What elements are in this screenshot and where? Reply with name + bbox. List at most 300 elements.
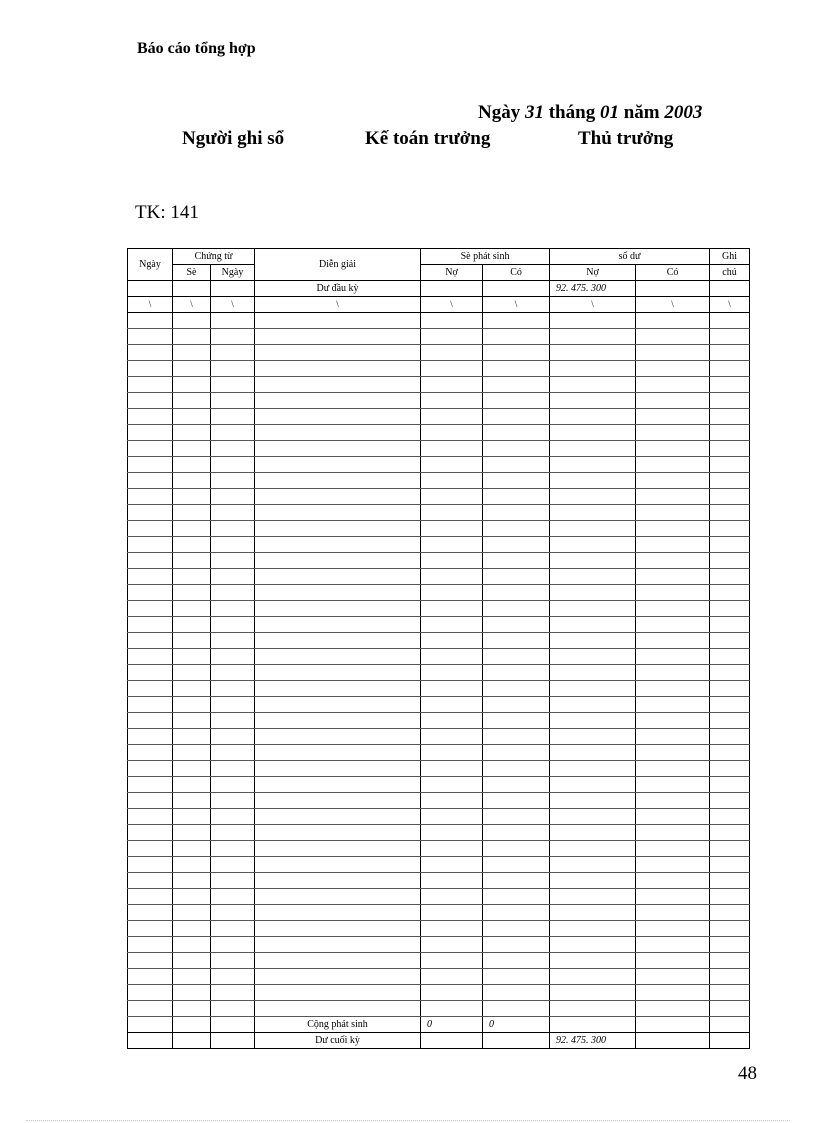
table-row (128, 633, 750, 649)
table-cell (421, 985, 483, 1001)
table-cell (483, 393, 550, 409)
table-cell (128, 489, 173, 505)
table-cell (211, 697, 255, 713)
table-cell (255, 713, 421, 729)
table-cell (550, 1001, 636, 1017)
table-cell (636, 825, 710, 841)
table-cell (421, 473, 483, 489)
table-cell (173, 361, 211, 377)
table-cell (173, 537, 211, 553)
table-cell (128, 473, 173, 489)
col-header-no: Nợ (421, 265, 483, 281)
table-cell (173, 809, 211, 825)
table-cell (710, 457, 750, 473)
table-cell (636, 521, 710, 537)
table-cell (483, 489, 550, 505)
table-cell (550, 361, 636, 377)
table-row (128, 921, 750, 937)
table-cell (211, 681, 255, 697)
table-cell (421, 777, 483, 793)
table-cell (483, 857, 550, 873)
col-header-ghi: Ghi (710, 249, 750, 265)
table-cell (211, 937, 255, 953)
table-cell (483, 473, 550, 489)
table-row (128, 617, 750, 633)
table-cell (255, 777, 421, 793)
table-cell (421, 873, 483, 889)
table-cell (211, 889, 255, 905)
table-row (128, 809, 750, 825)
table-row (128, 713, 750, 729)
table-cell (550, 617, 636, 633)
table-cell (173, 745, 211, 761)
table-row (128, 745, 750, 761)
table-cell (128, 905, 173, 921)
table-cell (211, 1001, 255, 1017)
table-cell (255, 489, 421, 505)
table-cell (710, 1001, 750, 1017)
table-cell (128, 681, 173, 697)
marker: \ (636, 297, 710, 313)
table-row (128, 793, 750, 809)
page-number: 48 (738, 1063, 757, 1084)
table-cell (255, 601, 421, 617)
table-row (128, 1001, 750, 1017)
table-cell (636, 425, 710, 441)
table-row (128, 857, 750, 873)
table-cell (636, 793, 710, 809)
table-cell (421, 713, 483, 729)
table-cell (211, 761, 255, 777)
table-cell (550, 745, 636, 761)
table-cell (421, 937, 483, 953)
table-cell (173, 441, 211, 457)
table-cell (255, 761, 421, 777)
table-cell (128, 889, 173, 905)
table-cell (483, 537, 550, 553)
table-cell (636, 745, 710, 761)
total-co: 0 (483, 1017, 550, 1033)
table-cell (173, 729, 211, 745)
table-cell (483, 681, 550, 697)
table-cell (636, 441, 710, 457)
table-cell (483, 425, 550, 441)
table-cell (483, 649, 550, 665)
table-cell (710, 585, 750, 601)
table-cell (483, 825, 550, 841)
table-cell (636, 809, 710, 825)
table-row (128, 537, 750, 553)
table-cell (211, 809, 255, 825)
table-cell (421, 825, 483, 841)
date-line (478, 102, 702, 124)
table-cell (173, 777, 211, 793)
table-cell (710, 777, 750, 793)
table-cell (483, 521, 550, 537)
table-cell (636, 761, 710, 777)
table-cell (636, 473, 710, 489)
table-cell (421, 361, 483, 377)
table-cell (421, 553, 483, 569)
table-cell (636, 697, 710, 713)
table-cell (710, 441, 750, 457)
table-cell (173, 585, 211, 601)
table-cell (550, 825, 636, 841)
table-cell (128, 825, 173, 841)
table-cell (173, 457, 211, 473)
table-row (128, 953, 750, 969)
table-cell (710, 521, 750, 537)
table-cell (483, 345, 550, 361)
table-cell (421, 505, 483, 521)
signature-recorder: Người ghi sổ (182, 128, 285, 149)
table-cell (636, 393, 710, 409)
table-cell (483, 985, 550, 1001)
ledger-table (127, 248, 750, 1049)
table-cell (255, 937, 421, 953)
table-cell (550, 665, 636, 681)
table-cell (421, 569, 483, 585)
table-cell (710, 489, 750, 505)
table-cell (710, 793, 750, 809)
table-cell (483, 505, 550, 521)
table-cell (128, 729, 173, 745)
table-cell (483, 665, 550, 681)
table-row (128, 905, 750, 921)
table-cell (255, 313, 421, 329)
table-cell (483, 969, 550, 985)
table-cell (710, 761, 750, 777)
table-cell (710, 409, 750, 425)
table-cell (483, 1001, 550, 1017)
table-cell (483, 793, 550, 809)
table-cell (483, 601, 550, 617)
table-cell (710, 617, 750, 633)
table-cell (255, 809, 421, 825)
table-cell (421, 617, 483, 633)
table-row (128, 665, 750, 681)
table-cell (211, 473, 255, 489)
table-cell (550, 841, 636, 857)
table-cell (710, 697, 750, 713)
table-cell (636, 601, 710, 617)
table-cell (173, 489, 211, 505)
table-cell (636, 409, 710, 425)
table-cell (255, 633, 421, 649)
table-cell (636, 937, 710, 953)
table-cell (173, 649, 211, 665)
marker: \ (421, 297, 483, 313)
table-cell (710, 745, 750, 761)
table-row (128, 729, 750, 745)
table-cell (550, 457, 636, 473)
table-cell (483, 585, 550, 601)
closing-no-balance: 92. 475. 300 (550, 1033, 636, 1049)
table-cell (128, 841, 173, 857)
table-cell (211, 505, 255, 521)
table-cell (710, 569, 750, 585)
table-cell (211, 793, 255, 809)
table-cell (255, 889, 421, 905)
table-cell (710, 345, 750, 361)
table-cell (173, 953, 211, 969)
table-cell (636, 841, 710, 857)
table-cell (255, 969, 421, 985)
table-cell (173, 521, 211, 537)
date-nam-label: năm (623, 102, 660, 123)
table-cell (128, 953, 173, 969)
col-header-so-phat-sinh: Sè phát sinh (421, 249, 550, 265)
table-cell (636, 665, 710, 681)
table-cell (173, 425, 211, 441)
table-cell (483, 553, 550, 569)
table-cell (710, 905, 750, 921)
table-cell (255, 329, 421, 345)
table-row (128, 473, 750, 489)
table-cell (710, 665, 750, 681)
table-cell (173, 505, 211, 521)
table-cell (173, 697, 211, 713)
table-cell (211, 329, 255, 345)
table-cell (421, 329, 483, 345)
table-cell (710, 841, 750, 857)
table-cell (550, 937, 636, 953)
table-cell (421, 921, 483, 937)
table-cell (421, 953, 483, 969)
table-cell (211, 393, 255, 409)
table-cell (710, 537, 750, 553)
table-cell (255, 953, 421, 969)
table-cell (255, 505, 421, 521)
table-cell (483, 777, 550, 793)
table-row (128, 313, 750, 329)
table-row (128, 761, 750, 777)
col-header-no-balance: Nợ (550, 265, 636, 281)
total-label: Cộng phát sinh (255, 1017, 421, 1033)
table-cell (636, 569, 710, 585)
table-cell (710, 937, 750, 953)
table-cell (173, 377, 211, 393)
table-cell (211, 825, 255, 841)
table-cell (173, 985, 211, 1001)
table-cell (421, 441, 483, 457)
table-cell (636, 681, 710, 697)
table-cell (173, 921, 211, 937)
table-cell (710, 953, 750, 969)
date-thang-label: tháng (548, 102, 596, 123)
table-cell (483, 953, 550, 969)
table-cell (550, 713, 636, 729)
table-cell (211, 841, 255, 857)
table-cell (255, 537, 421, 553)
table-row (128, 377, 750, 393)
table-cell (483, 377, 550, 393)
table-cell (421, 393, 483, 409)
table-cell (710, 729, 750, 745)
table-cell (550, 345, 636, 361)
table-cell (550, 409, 636, 425)
table-cell (173, 617, 211, 633)
table-cell (128, 1001, 173, 1017)
table-row (128, 777, 750, 793)
closing-balance-row (128, 1033, 750, 1049)
table-cell (421, 633, 483, 649)
table-cell (255, 841, 421, 857)
table-cell (550, 329, 636, 345)
table-cell (636, 777, 710, 793)
table-cell (483, 409, 550, 425)
table-cell (128, 921, 173, 937)
table-cell (421, 425, 483, 441)
table-cell (211, 457, 255, 473)
table-cell (550, 777, 636, 793)
table-cell (255, 457, 421, 473)
table-cell (483, 921, 550, 937)
table-cell (550, 873, 636, 889)
table-cell (421, 681, 483, 697)
table-cell (483, 697, 550, 713)
table-cell (710, 969, 750, 985)
table-cell (255, 553, 421, 569)
table-cell (710, 425, 750, 441)
table-cell (173, 793, 211, 809)
table-cell (636, 905, 710, 921)
table-cell (421, 809, 483, 825)
table-cell (211, 313, 255, 329)
marker: \ (483, 297, 550, 313)
table-cell (128, 361, 173, 377)
table-row (128, 425, 750, 441)
table-row (128, 505, 750, 521)
table-cell (636, 617, 710, 633)
table-cell (483, 761, 550, 777)
table-cell (211, 441, 255, 457)
table-row (128, 585, 750, 601)
table-cell (421, 969, 483, 985)
table-cell (710, 873, 750, 889)
table-cell (255, 345, 421, 361)
table-cell (128, 617, 173, 633)
table-cell (710, 329, 750, 345)
col-header-chu: chú (710, 265, 750, 281)
table-cell (550, 985, 636, 1001)
table-cell (173, 825, 211, 841)
table-cell (128, 937, 173, 953)
total-row (128, 1017, 750, 1033)
table-cell (550, 489, 636, 505)
table-cell (710, 393, 750, 409)
marker: \ (211, 297, 255, 313)
table-cell (128, 553, 173, 569)
table-cell (636, 345, 710, 361)
table-cell (128, 521, 173, 537)
table-cell (710, 809, 750, 825)
table-cell (550, 569, 636, 585)
table-cell (550, 681, 636, 697)
table-cell (255, 825, 421, 841)
table-cell (128, 457, 173, 473)
table-cell (128, 505, 173, 521)
table-cell (550, 601, 636, 617)
table-cell (710, 649, 750, 665)
table-cell (255, 873, 421, 889)
table-cell (255, 745, 421, 761)
table-cell (483, 809, 550, 825)
account-code: TK: 141 (135, 202, 199, 223)
table-cell (483, 729, 550, 745)
table-cell (710, 921, 750, 937)
table-cell (550, 633, 636, 649)
table-cell (550, 505, 636, 521)
table-cell (550, 921, 636, 937)
table-cell (211, 489, 255, 505)
table-cell (421, 377, 483, 393)
table-cell (421, 729, 483, 745)
table-row (128, 825, 750, 841)
table-cell (211, 585, 255, 601)
table-cell (173, 937, 211, 953)
table-cell (255, 617, 421, 633)
table-cell (211, 745, 255, 761)
table-cell (550, 889, 636, 905)
table-cell (421, 905, 483, 921)
table-cell (211, 777, 255, 793)
table-cell (550, 473, 636, 489)
table-cell (128, 649, 173, 665)
table-cell (710, 361, 750, 377)
table-cell (211, 649, 255, 665)
table-cell (211, 873, 255, 889)
table-cell (483, 841, 550, 857)
table-cell (550, 649, 636, 665)
total-no: 0 (421, 1017, 483, 1033)
table-cell (636, 889, 710, 905)
table-cell (211, 665, 255, 681)
marker: \ (173, 297, 211, 313)
table-cell (550, 729, 636, 745)
table-cell (550, 425, 636, 441)
table-cell (128, 329, 173, 345)
signature-director: Thủ trưởng (578, 128, 674, 149)
table-cell (550, 857, 636, 873)
table-cell (255, 665, 421, 681)
table-cell (636, 329, 710, 345)
table-cell (710, 985, 750, 1001)
date-ngay-label: Ngày (478, 102, 521, 123)
table-cell (211, 729, 255, 745)
table-cell (421, 521, 483, 537)
table-cell (483, 633, 550, 649)
table-cell (173, 761, 211, 777)
table-cell (421, 489, 483, 505)
table-cell (421, 1001, 483, 1017)
table-cell (710, 473, 750, 489)
table-cell (173, 905, 211, 921)
table-cell (128, 633, 173, 649)
table-cell (211, 617, 255, 633)
table-cell (128, 809, 173, 825)
table-row (128, 681, 750, 697)
table-cell (173, 1001, 211, 1017)
table-cell (255, 905, 421, 921)
col-header-chung-tu: Chứng từ (173, 249, 255, 265)
table-cell (211, 905, 255, 921)
table-row (128, 553, 750, 569)
table-cell (128, 793, 173, 809)
table-cell (550, 521, 636, 537)
table-cell (128, 873, 173, 889)
table-cell (483, 745, 550, 761)
